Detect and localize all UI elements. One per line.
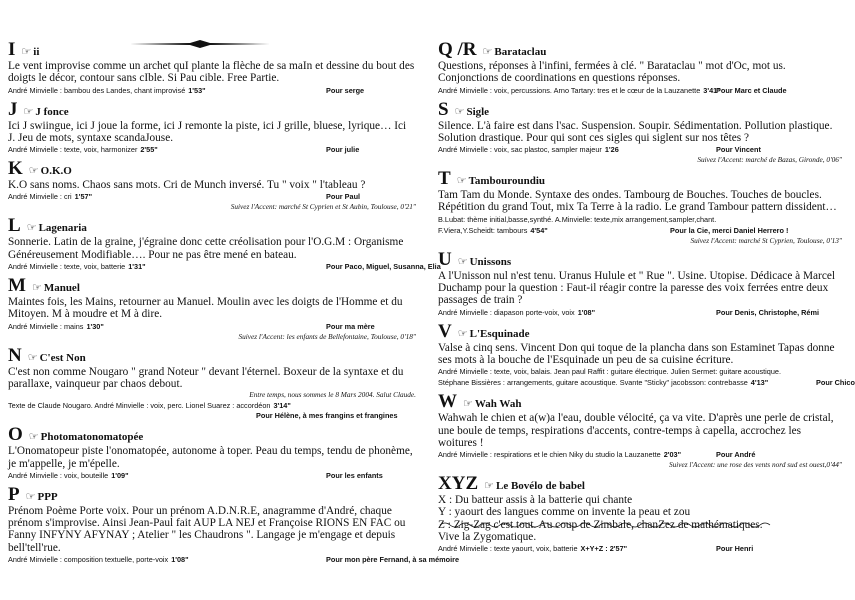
entry-body: Prénom Poème Porte voix. Pour un prénom A.D.N.R.E, anagramme d'André, chaque prénom s'improvise. Ainsi Jean-Paul fait AUP LA NEJ et Françoise RIONS EN FAC ou Fanny INFYNY AFYNAY ; Atelier " les Chaudrons ". Langage je m'engage et depuis bell'tell'rue. [8, 504, 406, 554]
credit-text: F.Viera,Y.Scheidt: tambours [438, 225, 528, 235]
ornament-bottom [440, 520, 770, 530]
entry-title: Wah Wah [474, 398, 522, 411]
accent-note: Suivez l'Accent: les enfants de Bellefontaine, Toulouse, 0'18" [238, 331, 416, 341]
entry-body: K.O sans noms. Chaos sans mots. Cri de Munch inversé. Tu " voix " l'tableau ? [8, 179, 366, 192]
entry-heading [438, 474, 842, 494]
credit-line [8, 85, 416, 96]
entry-body: Ici J swiingue, ici J joue la forme, ici J remonte la piste, ici J grille, bluese, lyrique… Ici J. Jeu de mots, syntaxe scandaJouse. [8, 119, 407, 144]
dedication: Pour André [716, 450, 756, 460]
entry-body: Wahwah le chien et a(w)a l'eau, double vélocité, ça va vite. D'après une perle de cristal, une boule de temps, respirations d'accents, contre-temps à capella, accrochez les woitures ! [438, 412, 834, 449]
duration: 1'26 [604, 145, 619, 155]
entry-l [8, 215, 441, 276]
entry-heading [8, 159, 416, 179]
duration: 1'09" [111, 470, 129, 480]
accent-note: Suivez l'Accent: marché St Cyprien, Toulouse, 0'13" [690, 235, 842, 245]
entry-heading [8, 100, 416, 120]
entry-qr [438, 40, 842, 100]
credit-text: André Minvielle : texte, voix, balais. Jean paul Raffit : guitare électrique. Julien Sermet: guitare acoustique. [438, 367, 782, 377]
entry-body: Sonnerie. Latin de la graine, j'égraine donc cette créolisation pour l'O.G.M : Organisme Généreusement Modifiable…. Pour ne pas être mené en bateau. [8, 236, 404, 261]
entry-heading [8, 276, 416, 296]
accent-note: Suivez l'Accent: une rose des vents nord sud est ouest,0'44" [668, 460, 842, 470]
entry-aside: Entre temps, nous sommes le 8 Mars 2004. Salut Claude. [249, 390, 416, 400]
entry-letter: I [8, 39, 16, 60]
entry-letter: V [438, 320, 452, 342]
entry-letter: P [8, 483, 20, 505]
duration: 4'54" [530, 225, 548, 235]
entry-i [8, 40, 416, 100]
credit-line [438, 225, 842, 236]
pointing-hand-icon: ☞ [23, 105, 34, 118]
pointing-hand-icon: ☞ [21, 46, 32, 58]
duration: 1'30" [86, 321, 104, 331]
duration: 1'08" [171, 555, 189, 565]
entry-body: Le vent improvise comme un archet quI plante la flèche de sa maIn et dessine du bout des doigts le décor, contour sans cIble. Si Pau cible. Free Partie. [8, 60, 415, 85]
entry-u [438, 250, 842, 322]
credit-line [438, 214, 842, 225]
credit-line [438, 85, 842, 96]
entry-title: Sigle [466, 105, 490, 118]
entry-body: Silence. L'à faire est dans l'sac. Suspension. Soupir. Sédimentation. Pollution plastique. Solution drastique. Pour qui sont ces sigles qui siglent sur nos têtes ? [438, 119, 833, 144]
entry-title: Barataclau [494, 46, 547, 58]
dedication: Pour serge [326, 85, 365, 95]
entry-heading [438, 40, 842, 60]
entry-letter: W [438, 391, 457, 413]
entry-heading [438, 100, 842, 120]
entry-title: PPP [37, 490, 58, 503]
entry-p [8, 483, 460, 569]
entry-n [8, 346, 416, 426]
duration: 1'57" [74, 192, 93, 202]
dedication: Pour Henri [716, 544, 754, 554]
entry-letter: S [438, 98, 449, 120]
pointing-hand-icon: ☞ [27, 351, 38, 364]
entry-title: Unissons [469, 255, 512, 268]
entry-heading [8, 216, 416, 236]
entry-m [8, 276, 416, 346]
credit-line [8, 191, 416, 202]
entry-heading [438, 169, 842, 189]
entry-t [438, 169, 842, 250]
entry-letter: K [8, 158, 23, 180]
credit-text: André Minvielle : texte, voix, batterie [8, 262, 126, 272]
duration: 1'08" [577, 307, 596, 317]
pointing-hand-icon: ☞ [26, 222, 37, 235]
entry-title: ii [33, 46, 40, 58]
entry-title: Lagenaria [38, 222, 87, 235]
credit-text: André Minvielle : voix, percussions. Arno Tartary: tres et le cœur de la Lauzanette [438, 85, 701, 95]
dedication: Pour mon père Fernand, à sa mémoire [326, 555, 460, 565]
credit-line [438, 449, 842, 460]
entry-line: Vive la Zygomatique. [438, 531, 537, 544]
entry-j [8, 100, 416, 160]
duration: 4'13" [750, 378, 769, 388]
entry-title: C'est Non [39, 351, 86, 364]
entry-line: X : Du batteur assis à la batterie qui chante [438, 494, 633, 507]
credit-line [8, 554, 460, 565]
credit-line [438, 307, 842, 318]
credit-text: André Minvielle : voix, sac plastoc, sampler majeur [438, 145, 602, 155]
entry-k [8, 159, 416, 216]
credit-text: André Minvielle : mains [8, 321, 84, 331]
credit-line [438, 144, 842, 155]
entry-letter: Q /R [438, 39, 477, 60]
entry-body: Questions, réponses à l'infini, fermées à clé. " Barataclau " mot d'Oc, mot us. Conjonctions de coordinations en questions réponses. [438, 60, 786, 85]
dedication: Pour Chico [816, 378, 855, 388]
duration: 1'53" [188, 85, 206, 95]
credit-line [8, 470, 416, 481]
entry-heading [8, 40, 416, 60]
accent-note: Suivez l'Accent: marché de Bazas, Gironde, 0'06" [697, 155, 842, 165]
pointing-hand-icon: ☞ [457, 255, 468, 268]
credit-text: André Minvielle : bambou des Landes, chant improvisé [8, 85, 186, 95]
credit-line [8, 321, 416, 332]
credit-line [8, 400, 416, 411]
entry-letter: N [8, 344, 22, 366]
credit-line [438, 377, 855, 388]
entry-o [8, 425, 416, 485]
dedication: Pour Denis, Christophe, Rémi [716, 307, 819, 317]
credit-text: André Minvielle : cri [8, 192, 72, 202]
dedication: Pour Hélène, à mes frangins et frangines [256, 411, 398, 421]
entry-title: Manuel [43, 282, 80, 295]
entry-title: Photomatonomatopée [40, 431, 144, 444]
credit-line [438, 366, 842, 377]
credit-line [8, 144, 416, 155]
entry-heading [8, 346, 416, 366]
entry-body: Valse à cinq sens. Vincent Don qui toque de la plancha dans son Estaminet Tapas donne ses mots à la bouche de l'Esquinade un peu de sa cuisine écriture. [438, 341, 835, 366]
entry-line: Y : yaourt des langues comme on invente la peau et zou [438, 506, 691, 519]
pointing-hand-icon: ☞ [482, 46, 493, 58]
credit-text: André Minvielle : respirations et le chien Niky du studio la Lauzanette [438, 450, 661, 460]
dedication: Pour Vincent [716, 145, 761, 155]
entry-title: J fonce [35, 105, 69, 118]
dedication: Pour Paco, Miguel, Susanna, Elia [326, 262, 441, 272]
pointing-hand-icon: ☞ [28, 165, 39, 178]
entry-s [438, 100, 842, 170]
entry-heading [438, 392, 842, 412]
entry-xyz [438, 474, 842, 558]
credit-text: Stéphane Bissières : arrangements, guitare acoustique. Svante "Sticky" jacobsson: contrebasse [438, 378, 748, 388]
entry-letter: XYZ [438, 473, 479, 495]
right-column [438, 39, 855, 558]
pointing-hand-icon: ☞ [454, 105, 465, 118]
entry-heading [8, 425, 416, 445]
dedication: Pour la Cie, merci Daniel Herrero ! [670, 225, 789, 235]
entry-letter: L [8, 215, 21, 237]
entry-title: L'Esquinade [469, 327, 530, 340]
pointing-hand-icon: ☞ [456, 175, 467, 188]
entry-v [438, 320, 855, 393]
entry-letter: J [8, 98, 18, 120]
entry-body: L'Onomatopeur piste l'onomatopée, autonome à toper. Peau du temps, tendu de phonème, je m'appelle, je m'épelle. [8, 445, 413, 470]
dedication: Pour ma mère [326, 321, 375, 331]
dedication: Pour julie [326, 145, 360, 155]
duration: 1'31" [128, 262, 146, 272]
dedication: Pour Paul [326, 192, 361, 202]
entry-heading [438, 322, 842, 342]
entry-heading [438, 250, 842, 270]
credit-text: Texte de Claude Nougaro. André Minvielle : voix, perc. Lionel Suarez : accordéon [8, 401, 271, 411]
dedication: Pour les enfants [326, 470, 383, 480]
pointing-hand-icon: ☞ [28, 431, 39, 444]
credit-line [438, 543, 842, 554]
entry-letter: T [438, 168, 451, 190]
accent-note: Suivez l'Accent: marché St Cyprien et St Aubin, Toulouse, 0'21" [230, 202, 416, 212]
entry-body: C'est non comme Nougaro " grand Noteur " devant l'éternel. Boxeur de la syntaxe et du parallaxe, vainqueur par chaos debout. [8, 365, 404, 390]
entry-title: Tambouroundiu [468, 175, 545, 188]
duration: 2'03" [663, 450, 682, 460]
entry-w [438, 392, 842, 474]
credit-text: B.Lubat: thème initial,basse,synthé. A.Minvielle: texte,mix arrangement,sampler,chant. [438, 214, 717, 224]
entry-title: O.K.O [40, 165, 72, 178]
entry-body: Maintes fois, les Mains, retourner au Manuel. Moulin avec les doigts de l'Homme et du Mitoyen. M à moudre et M à dire. [8, 296, 403, 321]
duration: X+Y+Z : 2'57" [580, 544, 628, 554]
pointing-hand-icon: ☞ [463, 398, 473, 411]
entry-body: A l'Unisson nul n'est tenu. Uranus Hulule et " Rue ". Usine. Utopise. Dédicace à Marcel Duchamp pour la question : Faut-il réagir contre la paresse des voix ferrées entre deux passages de train ? [438, 269, 835, 307]
pointing-hand-icon: ☞ [31, 282, 42, 295]
duration: 2'55" [140, 145, 158, 155]
credit-line [8, 261, 441, 272]
pointing-hand-icon: ☞ [484, 480, 494, 493]
entry-heading [8, 485, 416, 505]
credit-text: André Minvielle : diapason porte-voix, voix [438, 307, 575, 317]
entry-letter: M [8, 275, 26, 297]
pointing-hand-icon: ☞ [457, 327, 468, 340]
entry-title: Le Bovélo de babel [496, 480, 585, 493]
duration: 3'41" [703, 85, 721, 95]
entry-letter: U [438, 248, 452, 270]
pointing-hand-icon: ☞ [25, 490, 36, 503]
duration: 3'14" [273, 401, 291, 411]
credit-text: André Minvielle : texte yaourt, voix, batterie [438, 544, 578, 554]
entry-letter: O [8, 424, 23, 446]
dedication: Pour Marc et Claude [716, 85, 787, 95]
credit-text: André Minvielle : texte, voix, harmonizer [8, 145, 138, 155]
entry-line: Z : Zig-Zag c'est tout. Au coup de Zimbale, chanZez de mathématiques. [438, 518, 763, 531]
entry-body: Tam Tam du Monde. Syntaxe des ondes. Tambourg de Bouches. Touches de boucles. Répétition du grand Tout, mix Ta Terre à la radio. Le grand Tambour pattern dissident… [438, 189, 837, 214]
credit-text: André Minvielle : voix, bouteille [8, 470, 109, 480]
credit-text: André Minvielle : composition textuelle, porte-voix [8, 555, 169, 565]
